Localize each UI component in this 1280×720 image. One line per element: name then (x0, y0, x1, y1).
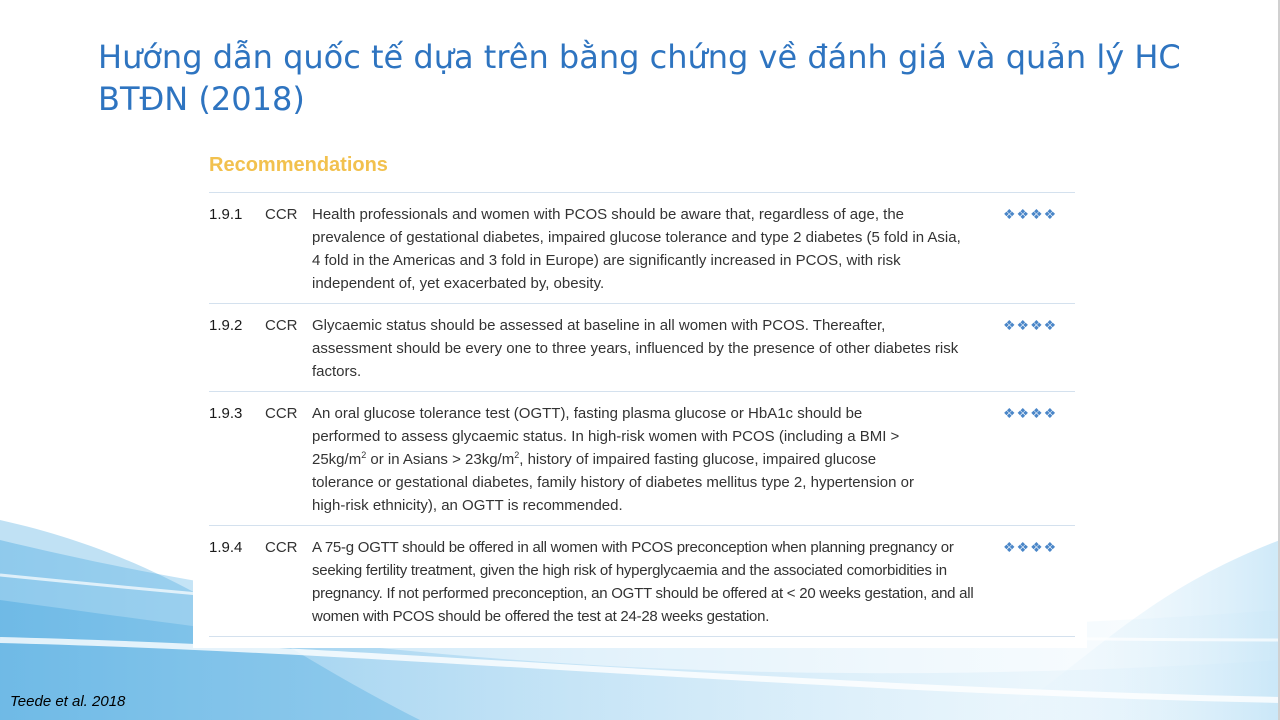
recommendation-text: An oral glucose tolerance test (OGTT), fasting plasma glucose or HbA1c should be performed to assess glycaemic status. In high-risk women with PCOS (including a BMI > $25kg/m^2$ or in Asians > $23kg/m^2$, history of impaired fasting glucose, impaired glucose tolerance or gestational diabetes, family history of diabetes mellitus type 2, hypertension or high-risk ethnicity), an OGTT is recommended. (312, 405, 914, 514)
recommendation-type: CCR (265, 405, 298, 422)
recommendation-text: Glycaemic status should be assessed at baseline in all women with PCOS. Thereafter, assessment should be every one to three years, influenced by the presence of other diabetes risk factors. (312, 317, 959, 380)
recommendation-number: 1.9.2 (209, 317, 243, 334)
grade-diamonds-icon: ❖❖❖❖ (1003, 317, 1058, 333)
citation: Teede et al. 2018 (10, 693, 126, 710)
recommendation-text: A 75-g OGTT should be offered in all women with PCOS preconception when planning pregnancy or seeking fertility treatment, given the high risk of hyperglycaemia and the associated comorbidities in pregnancy. If not performed preconception, an OGTT should be offered at < 20 weeks gestation, and all women with PCOS should be offered the test at 24-28 weeks gestation. (312, 539, 974, 625)
recommendation-type: CCR (265, 206, 298, 223)
recommendation-type: CCR (265, 317, 298, 334)
recommendation-row (209, 391, 1075, 525)
recommendation-row (209, 192, 1075, 303)
recommendation-number: 1.9.1 (209, 206, 243, 223)
recommendations-table (209, 192, 1075, 637)
recommendations-heading: Recommendations (209, 154, 388, 176)
grade-diamonds-icon: ❖❖❖❖ (1003, 206, 1058, 222)
slide-title: Hướng dẫn quốc tế dựa trên bằng chứng về đánh giá và quản lý HC BTĐN (2018) (98, 38, 1181, 118)
grade-diamonds-icon: ❖❖❖❖ (1003, 405, 1058, 421)
recommendations-panel (193, 142, 1087, 648)
recommendation-type: CCR (265, 539, 298, 556)
recommendation-row (209, 525, 1075, 637)
recommendation-row (209, 303, 1075, 391)
recommendation-number: 1.9.3 (209, 405, 243, 422)
grade-diamonds-icon: ❖❖❖❖ (1003, 539, 1058, 555)
recommendation-number: 1.9.4 (209, 539, 243, 556)
recommendation-text: Health professionals and women with PCOS should be aware that, regardless of age, the prevalence of gestational diabetes, impaired glucose tolerance and type 2 diabetes (5 fold in Asia, 4 fold in the Americas and 3 fold in Europe) are significantly increased in PCOS, with risk independent of, yet exacerbated by, obesity. (312, 206, 961, 292)
